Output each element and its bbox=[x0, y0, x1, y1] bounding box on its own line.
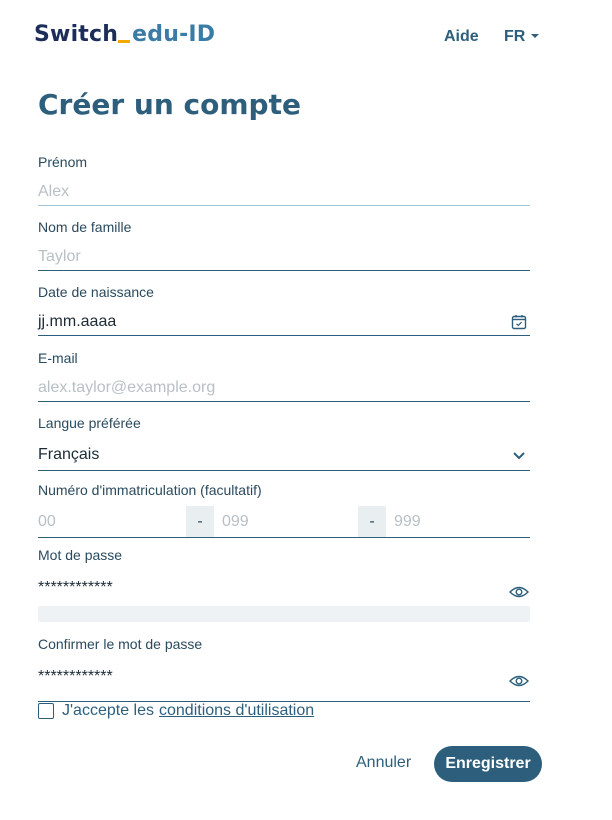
matriculation-part2-input[interactable]: 099 bbox=[222, 512, 249, 530]
save-button[interactable]: Enregistrer bbox=[434, 746, 542, 782]
terms-row bbox=[38, 702, 314, 720]
email-label: E-mail bbox=[38, 350, 78, 366]
birth-date-input[interactable]: jj.mm.aaaa bbox=[38, 312, 117, 330]
terms-link[interactable]: conditions d'utilisation bbox=[159, 702, 315, 719]
preferred-language-field bbox=[38, 415, 530, 471]
matriculation-part1-input[interactable]: 00 bbox=[38, 512, 56, 530]
matriculation-part3-input[interactable]: 999 bbox=[394, 512, 421, 530]
birth-date-row[interactable] bbox=[38, 308, 530, 336]
language-label: FR bbox=[504, 28, 526, 45]
password-input[interactable]: ************ bbox=[38, 578, 113, 596]
matriculation-row bbox=[38, 506, 530, 538]
preferred-language-label: Langue préférée bbox=[38, 415, 141, 431]
preferred-language-select[interactable] bbox=[38, 439, 530, 471]
terms-prefix: J'accepte les bbox=[62, 702, 154, 719]
first-name-row bbox=[38, 178, 530, 206]
password-strength-bar bbox=[38, 606, 530, 622]
logo-underscore bbox=[118, 40, 130, 43]
header bbox=[0, 0, 612, 72]
caret-down-icon bbox=[531, 34, 539, 38]
first-name-input[interactable] bbox=[38, 179, 530, 205]
password-label: Mot de passe bbox=[38, 547, 123, 563]
confirm-password-field bbox=[38, 636, 530, 702]
logo-primary: Switch bbox=[34, 22, 119, 47]
birth-date-label: Date de naissance bbox=[38, 284, 154, 300]
email-input[interactable] bbox=[38, 375, 530, 401]
switch-edu-id-logo[interactable] bbox=[34, 22, 215, 47]
logo-secondary: edu-ID bbox=[132, 22, 216, 47]
confirm-password-row[interactable] bbox=[38, 660, 530, 702]
email-row bbox=[38, 374, 530, 402]
email-field bbox=[38, 350, 530, 402]
last-name-label: Nom de famille bbox=[38, 219, 132, 235]
confirm-password-input[interactable]: ************ bbox=[38, 667, 113, 685]
last-name-row bbox=[38, 243, 530, 271]
terms-checkbox[interactable] bbox=[38, 703, 54, 719]
eye-icon[interactable] bbox=[508, 581, 530, 603]
last-name-input[interactable] bbox=[38, 244, 530, 270]
chevron-down-icon[interactable] bbox=[508, 444, 530, 466]
matriculation-field bbox=[38, 482, 530, 538]
language-selector[interactable] bbox=[504, 28, 539, 46]
birth-date-field bbox=[38, 284, 530, 336]
calendar-icon[interactable] bbox=[508, 311, 530, 333]
eye-icon[interactable] bbox=[508, 670, 530, 692]
matriculation-label: Numéro d'immatriculation (facultatif) bbox=[38, 482, 262, 498]
first-name-label: Prénom bbox=[38, 154, 88, 170]
preferred-language-value: Français bbox=[38, 445, 100, 463]
last-name-field bbox=[38, 219, 530, 271]
password-field bbox=[38, 547, 530, 613]
matriculation-separator: - bbox=[186, 506, 214, 537]
page-title: Créer un compte bbox=[38, 88, 301, 121]
cancel-button[interactable]: Annuler bbox=[356, 754, 412, 771]
matriculation-separator: - bbox=[358, 506, 386, 537]
first-name-field bbox=[38, 154, 530, 206]
confirm-password-label: Confirmer le mot de passe bbox=[38, 636, 203, 652]
help-link[interactable]: Aide bbox=[444, 28, 479, 45]
